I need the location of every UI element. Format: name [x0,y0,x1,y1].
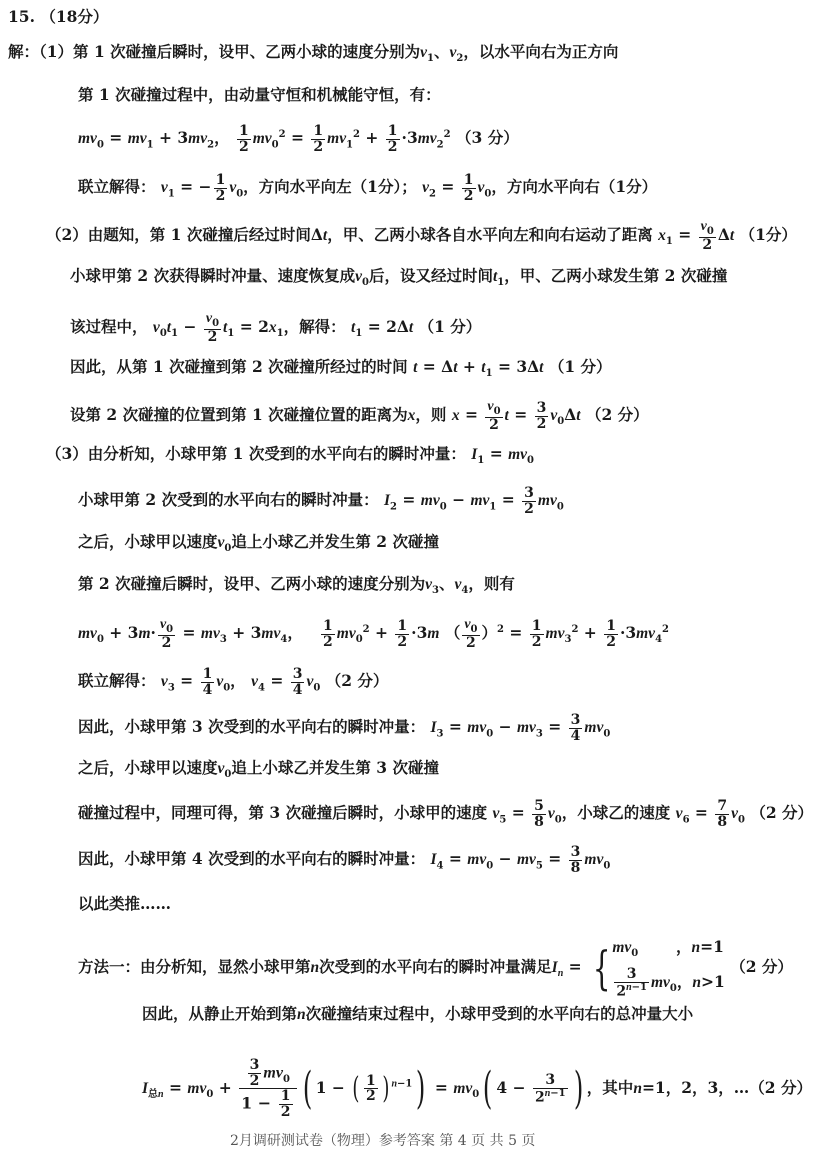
text: 次受到的水平向右的瞬时冲量满足 [319,957,552,977]
solution-line: 设第 2 次碰撞的位置到第 1 次碰撞位置的距离为x，则 x = $\frac{v_0}{2}$ t = $\frac{3}{2}$ $v_0\Delta t$ （2 分） [70,399,649,434]
text: 联立解得： [78,177,156,197]
text: 之后，小球甲以速度 [78,532,218,551]
brace-icon: { [592,941,611,996]
points: （1 分） [418,317,482,336]
solution-line: 该过程中， $v_0t_1$ − $\frac{v_0}{2}$ $t_1 = 2x_1$，解得： $t_1 = 2\Delta t$ （1 分） [70,311,482,346]
text: =1，2，3，…（2 分） [641,1077,812,1097]
solution-label: 解： [8,42,40,61]
question-header: 15. （18分） [8,7,109,26]
solution-line: 因此，小球甲第 4 次受到的水平向右的瞬时冲量： $I_4 = mv_0 - mv_5$ = $\frac{3}{8}$ $mv_0$ [78,844,611,876]
solution-line: 小球甲第 2 次获得瞬时冲量、速度恢复成$v_0$后，设又经过时间$t_1$，甲、乙两小球发生第 2 次碰撞 [70,266,728,289]
equation-line: $mv_0 + 3m\cdot$ $\frac{v_0}{2}$ = $mv_3 + 3mv_4$， $\frac{1}{2}$ $mv_0^2$ + $\frac{1}{2}$ ·3m （ $\frac{v_0}{2}$ ）$^2$ = $\frac{1}{2}$ $mv_3^2$ + $\frac{1}{2}$ $\cdot 3mv_4^2$ [78,617,669,652]
text: 第 2 次碰撞后瞬时，设甲、乙两小球的速度分别为 [78,574,426,593]
text: 次碰撞结束过程中，小球甲受到的水平向右的总冲量大小 [305,1004,694,1023]
text: （1）第 1 次碰撞后瞬时，设甲、乙两小球的速度分别为 [39,42,421,61]
text: 追上小球乙并发生第 3 次碰撞 [231,758,439,777]
text: ，方向水平向左（1分）； [243,177,417,197]
text: ，解得： [283,317,346,336]
text: ，甲、乙两小球发生第 2 次碰撞 [504,266,728,285]
text: ，则有 [468,574,515,593]
points: （3 分） [456,128,519,148]
solution-line: 碰撞过程中，同理可得，第 3 次碰撞后瞬时，小球甲的速度 $v_5$ = $\frac{5}{8}$ $v_0$，小球乙的速度 $v_6$ = $\frac{7}{8}$ $v_0$ （2 分） [78,798,813,830]
solution-line: 联立解得： $v_1$ = − $\frac{1}{2}$ $v_0$，方向水平向左（1分）； $v_2$ = $\frac{1}{2}$ $v_0$，方向水平向右（1分） [78,172,658,204]
points: （1 分） [548,357,612,376]
text: 因此，小球甲第 3 次受到的水平向右的瞬时冲量： [78,717,426,737]
solution-line: 联立解得： $v_3$ = $\frac{1}{4}$ $v_0$， $v_4$ = $\frac{3}{4}$ $v_0$ （2 分） [78,666,389,698]
points: （2 分） [586,405,649,424]
equation-line: $I_{总n} = mv_0$ + $\frac{3}{2}$ $mv_0$ 1 − $\frac{1}{2}$ ( 1 − ( $\frac{1}{2}$ ) $^{n-1}) = mv_0$( 4 − $\frac{3}{2^{n-1}}$ ) ，其中n=1，2，3，…（2 分） [142,1057,812,1121]
points: （2 分） [325,671,389,691]
page-footer: 2月调研测试卷（物理）参考答案 第 4 页 共 5 页 [230,1133,536,1149]
solution-line: 因此，小球甲第 3 次受到的水平向右的瞬时冲量： $I_3 = mv_0 - mv_3$ = $\frac{3}{4}$ $mv_0$ [78,712,611,744]
solution-line: 之后，小球甲以速度$v_0$追上小球乙并发生第 3 次碰撞 [78,758,439,781]
text: 因此，从第 1 次碰撞到第 2 次碰撞所经过的时间 [70,357,408,376]
text: （3）由分析知，小球甲第 1 次受到的水平向右的瞬时冲量： [46,444,466,463]
solution-line: 因此，从第 1 次碰撞到第 2 次碰撞所经过的时间 $t = \Delta t + t_1 = 3\Delta t$ （1 分） [70,357,612,380]
text: ，方向水平向右（1分） [491,177,658,197]
equation-line: $mv_0 = mv_1 + 3mv_2$， $\frac{1}{2}$ $mv_0^2$ = $\frac{1}{2}$ $mv_1^2$ + $\frac{1}{2}$ $\cdot 3mv_2^2$ （3 分） [78,123,519,155]
text: 追上小球乙并发生第 2 次碰撞 [231,532,439,551]
text: ，小球乙的速度 [561,803,671,823]
text: 第 1 次碰撞过程中，由动量守恒和机械能守恒，有： [78,85,441,104]
solution-line: 小球甲第 2 次受到的水平向右的瞬时冲量： $I_2 = mv_0 - mv_1$ = $\frac{3}{2}$ $mv_0$ [78,485,564,517]
solution-line: （3）由分析知，小球甲第 1 次受到的水平向右的瞬时冲量： $I_1 = mv_0$ [46,444,534,467]
text: （2）由题知，第 1 次碰撞后经过时间 [46,225,311,244]
text: 小球甲第 2 次获得瞬时冲量、速度恢复成 [70,266,356,285]
solution-line: 方法一：由分析知，显然小球甲第n次受到的水平向右的瞬时冲量满足$I_n$ = { $mv_0$ ，n=1 $\frac{3}{2^{n-1}}$ $mv_0$，n>1 （2 分） [78,937,793,1000]
text: 设第 2 次碰撞的位置到第 1 次碰撞位置的距离为 [70,405,408,424]
text: ，以水平向右为正方向 [463,42,619,61]
solution-line [78,893,171,915]
points: （2 分） [750,803,813,823]
points: （2 分） [730,957,793,977]
text: 碰撞过程中，同理可得，第 3 次碰撞后瞬时，小球甲的速度 [78,803,488,823]
text: 小球甲第 2 次受到的水平向右的瞬时冲量： [78,490,379,510]
text: 联立解得： [78,671,156,691]
solution-line: 第 2 次碰撞后瞬时，设甲、乙两小球的速度分别为$v_3$、$v_4$，则有 [78,574,515,597]
text: 后，设又经过时间 [368,266,493,285]
text: ，则 [415,405,447,424]
points: （1分） [739,225,797,244]
text: ，甲、乙两小球各自水平向左和向右运动了距离 [327,225,653,244]
solution-line: （2）由题知，第 1 次碰撞后经过时间Δt，甲、乙两小球各自水平向左和向右运动了距离 $x_1$ = $\frac{v_0}{2}$ Δt （1分） [46,219,797,254]
solution-line: 因此，从静止开始到第n次碰撞结束过程中，小球甲受到的水平向右的总冲量大小 [142,1004,694,1023]
text: 之后，小球甲以速度 [78,758,218,777]
text: 方法一：由分析知，显然小球甲第 [78,957,311,977]
text: 以此类推…… [78,894,172,913]
text: 因此，从静止开始到第 [142,1004,298,1023]
solution-line: 之后，小球甲以速度$v_0$追上小球乙并发生第 2 次碰撞 [78,532,439,555]
solution-line [78,84,441,106]
text: ，其中 [586,1077,634,1097]
solution-line: 解：（1）第 1 次碰撞后瞬时，设甲、乙两小球的速度分别为$v_1$、$v_2$，以水平向右为正方向 [8,42,619,65]
text: 因此，小球甲第 4 次受到的水平向右的瞬时冲量： [78,849,426,869]
text: 该过程中， [70,317,148,336]
